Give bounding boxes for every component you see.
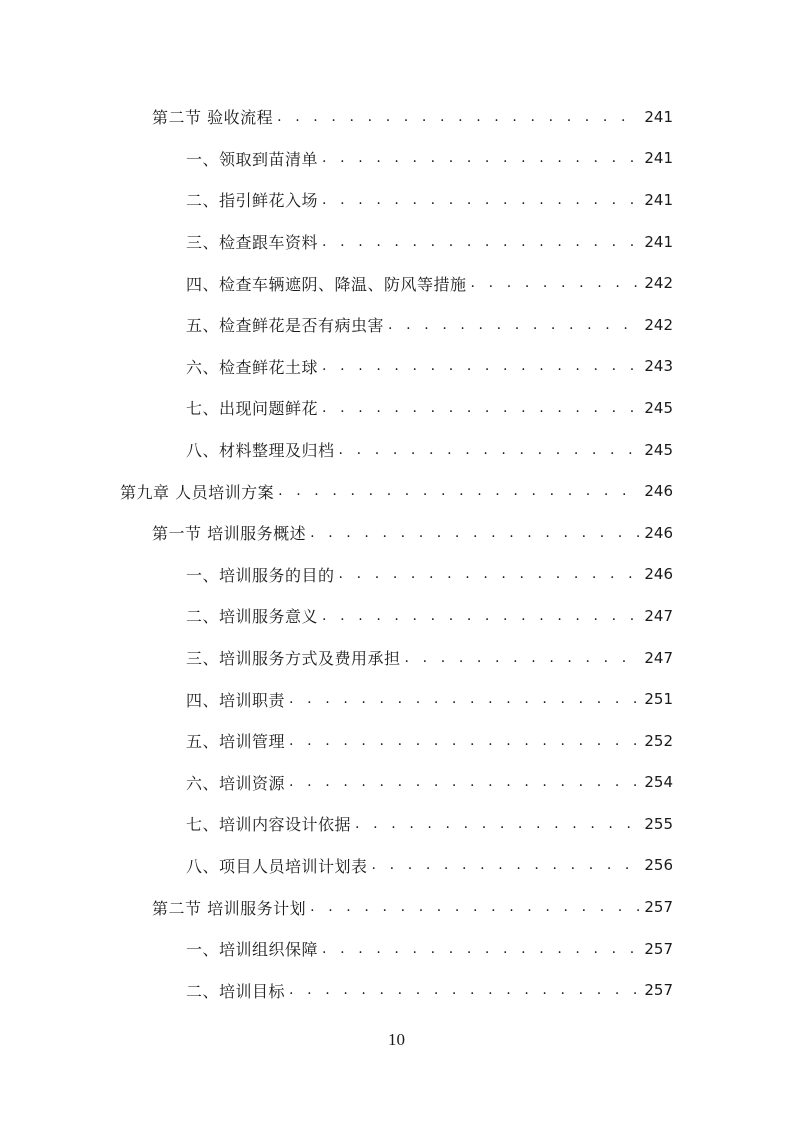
toc-entry-title: 四、培训职责 [186,690,286,710]
toc-entry[interactable] [0,969,793,1011]
toc-entry[interactable] [0,138,793,180]
toc-entry[interactable] [0,387,793,429]
toc-dot-leader [310,526,640,540]
toc-entry-title: 五、培训管理 [186,732,286,752]
toc-entry[interactable] [0,470,793,512]
toc-entry-title: 二、培训服务意义 [186,607,319,627]
toc-entry-title: 第九章 人员培训方案 [120,482,275,502]
toc-entry[interactable] [0,845,793,887]
toc-dot-leader [289,983,640,997]
toc-dot-leader [289,692,640,706]
toc-entry[interactable] [0,512,793,554]
toc-dot-leader [322,151,640,165]
toc-entry-title: 七、出现问题鲜花 [186,399,319,419]
toc-entry[interactable] [0,637,793,679]
toc-dot-leader [372,858,641,872]
toc-entry-page-number: 241 [644,190,673,209]
toc-entry-page-number: 245 [644,440,673,459]
toc-entry-page-number: 255 [644,814,673,833]
toc-entry[interactable] [0,221,793,263]
toc-dot-leader [471,276,641,290]
toc-entry-page-number: 251 [644,690,673,709]
toc-dot-leader [339,567,641,581]
toc-entry[interactable] [0,96,793,138]
toc-dot-leader [310,900,640,914]
toc-entry-page-number: 246 [644,565,673,584]
toc-entry-title: 第二节 验收流程 [152,108,274,128]
toc-entry[interactable] [0,720,793,762]
toc-entry-page-number: 247 [644,606,673,625]
toc-entry-page-number: 241 [644,107,673,126]
toc-dot-leader [322,235,640,249]
toc-entry[interactable] [0,886,793,928]
toc-entry-page-number: 257 [644,898,673,917]
toc-dot-leader [405,651,641,665]
toc-entry-title: 一、领取到苗清单 [186,149,319,169]
toc-entry[interactable] [0,595,793,637]
toc-entry-title: 二、培训目标 [186,981,286,1001]
toc-entry-page-number: 246 [644,523,673,542]
toc-entry-page-number: 243 [644,357,673,376]
toc-entry-title: 四、检查车辆遮阴、降温、防风等措施 [186,274,467,294]
toc-entry-title: 八、材料整理及归档 [186,441,335,461]
toc-entry-title: 七、培训内容设计依据 [186,815,352,835]
toc-entry[interactable] [0,678,793,720]
toc-entry-title: 二、指引鲜花入场 [186,191,319,211]
toc-entry-page-number: 257 [644,981,673,1000]
toc-dot-leader [388,318,640,332]
toc-entry-page-number: 241 [644,149,673,168]
toc-entry-page-number: 241 [644,232,673,251]
toc-entry-title: 三、培训服务方式及费用承担 [186,649,401,669]
toc-entry[interactable] [0,762,793,804]
toc-dot-leader [355,817,640,831]
toc-entry-title: 八、项目人员培训计划表 [186,856,368,876]
toc-entry-title: 第一节 培训服务概述 [152,524,307,544]
toc-entry-page-number: 242 [644,274,673,293]
page-number: 10 [388,1030,405,1049]
toc-entry-page-number: 256 [644,856,673,875]
toc-entry[interactable] [0,928,793,970]
toc-dot-leader [322,609,640,623]
toc-dot-leader [277,110,640,124]
toc-entry-page-number: 246 [644,482,673,501]
toc-entry-page-number: 247 [644,648,673,667]
toc-entry-page-number: 245 [644,398,673,417]
toc-dot-leader [322,401,640,415]
toc-entry[interactable] [0,554,793,596]
toc-entry-title: 六、检查鲜花土球 [186,357,319,377]
toc-entry-page-number: 254 [644,773,673,792]
toc-entry[interactable] [0,346,793,388]
toc-entry[interactable] [0,803,793,845]
toc-entry-title: 第二节 培训服务计划 [152,898,307,918]
toc-entry-title: 六、培训资源 [186,773,286,793]
toc-entry[interactable] [0,304,793,346]
toc-entry[interactable] [0,179,793,221]
toc-entry-title: 一、培训服务的目的 [186,565,335,585]
toc-dot-leader [278,484,640,498]
toc-entry-title: 一、培训组织保障 [186,940,319,960]
toc-dot-leader [339,443,641,457]
toc-entry-page-number: 257 [644,939,673,958]
toc-dot-leader [322,359,640,373]
toc-dot-leader [322,942,640,956]
toc-entry-page-number: 252 [644,731,673,750]
toc-entry-title: 五、检查鲜花是否有病虫害 [186,316,385,336]
table-of-contents [0,96,793,1011]
toc-dot-leader [289,775,640,789]
toc-entry[interactable] [0,429,793,471]
toc-dot-leader [322,193,640,207]
toc-entry-title: 三、检查跟车资料 [186,233,319,253]
toc-entry[interactable] [0,262,793,304]
toc-dot-leader [289,734,640,748]
toc-entry-page-number: 242 [644,315,673,334]
